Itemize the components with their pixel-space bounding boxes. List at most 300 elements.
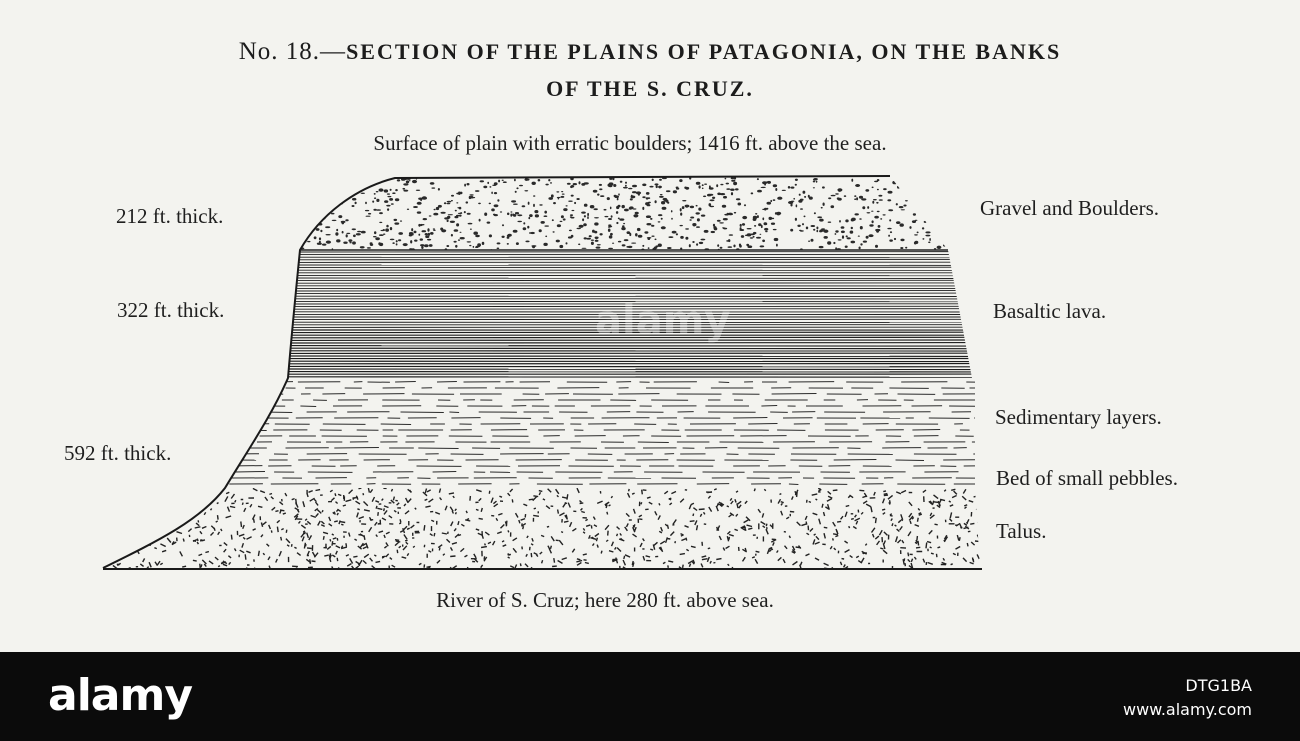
gravel-speck xyxy=(332,203,335,206)
gravel-speck xyxy=(935,177,937,180)
gravel-speck xyxy=(625,182,627,184)
talus-fragment xyxy=(681,539,685,541)
talus-fragment xyxy=(202,527,206,529)
gravel-speck xyxy=(877,189,879,191)
gravel-speck xyxy=(734,212,736,214)
talus-fragment xyxy=(218,515,219,520)
gravel-speck xyxy=(570,216,572,218)
gravel-speck xyxy=(341,181,344,183)
gravel-speck xyxy=(586,238,591,240)
talus-fragment xyxy=(403,546,407,550)
talus-fragment xyxy=(231,494,234,499)
gravel-speck xyxy=(741,235,744,238)
gravel-speck xyxy=(464,211,466,213)
gravel-speck xyxy=(587,216,589,219)
gravel-speck xyxy=(379,188,384,191)
gravel-speck xyxy=(538,179,541,181)
talus-fragment xyxy=(965,507,967,509)
talus-fragment xyxy=(269,525,271,529)
talus-fragment xyxy=(745,501,747,504)
basalt-hatch xyxy=(285,293,975,294)
talus-fragment xyxy=(491,498,493,503)
talus-fragment xyxy=(183,539,184,542)
gravel-speck xyxy=(902,181,904,184)
talus-fragment xyxy=(822,504,823,508)
talus-fragment xyxy=(661,527,663,531)
talus-fragment xyxy=(770,525,772,527)
talus-fragment xyxy=(451,522,453,526)
gravel-speck xyxy=(646,223,651,225)
talus-fragment xyxy=(280,510,284,511)
talus-fragment xyxy=(726,546,730,548)
talus-fragment xyxy=(347,564,351,567)
gravel-speck xyxy=(701,239,706,241)
talus-fragment xyxy=(263,522,267,525)
gravel-speck xyxy=(357,183,362,184)
gravel-speck xyxy=(624,239,629,241)
talus-fragment xyxy=(727,531,730,534)
gravel-speck xyxy=(342,231,344,234)
thickness-label-gravel: 212 ft. thick. xyxy=(116,204,224,228)
gravel-speck xyxy=(312,201,314,203)
talus-fragment xyxy=(797,492,798,497)
talus-fragment xyxy=(204,564,206,567)
talus-fragment xyxy=(498,514,502,515)
talus-fragment xyxy=(311,516,316,518)
talus-fragment xyxy=(485,544,486,546)
gravel-speck xyxy=(931,198,933,200)
talus-fragment xyxy=(376,535,378,537)
talus-fragment xyxy=(735,529,738,530)
talus-fragment xyxy=(152,512,154,516)
gravel-speck xyxy=(828,197,831,199)
gravel-speck xyxy=(454,229,459,232)
gravel-speck xyxy=(747,228,752,229)
talus-fragment xyxy=(974,496,979,497)
gravel-speck xyxy=(570,214,573,216)
gravel-speck xyxy=(423,197,427,199)
talus-fragment xyxy=(930,547,932,548)
gravel-speck xyxy=(571,235,574,238)
talus-fragment xyxy=(314,499,316,502)
gravel-speck xyxy=(837,188,842,191)
gravel-speck xyxy=(764,222,768,225)
sediment-dash xyxy=(231,436,247,437)
talus-fragment xyxy=(816,536,819,539)
gravel-speck xyxy=(318,194,323,195)
gravel-speck xyxy=(750,237,753,238)
gravel-speck xyxy=(507,237,510,239)
talus-fragment xyxy=(132,539,134,540)
talus-fragment xyxy=(577,559,581,560)
gravel-speck xyxy=(579,225,584,228)
gravel-speck xyxy=(434,209,436,211)
gravel-speck xyxy=(782,190,786,191)
talus-fragment xyxy=(841,516,843,519)
talus-fragment xyxy=(597,545,598,548)
talus-fragment xyxy=(346,555,349,556)
gravel-speck xyxy=(476,246,480,248)
sediment-dash xyxy=(638,442,669,443)
gravel-speck xyxy=(875,229,880,231)
talus-fragment xyxy=(668,565,669,567)
talus-fragment xyxy=(580,501,582,503)
gravel-speck xyxy=(352,187,354,189)
gravel-speck xyxy=(457,207,461,208)
gravel-speck xyxy=(722,227,725,228)
talus-fragment xyxy=(744,520,749,523)
gravel-speck xyxy=(622,244,626,246)
talus-fragment xyxy=(748,528,752,529)
talus-fragment xyxy=(781,502,784,503)
talus-fragment xyxy=(707,492,712,493)
gravel-speck xyxy=(412,233,414,236)
talus-fragment xyxy=(641,502,642,504)
gravel-speck xyxy=(433,230,436,231)
talus-fragment xyxy=(813,539,815,544)
gravel-speck xyxy=(413,206,418,208)
talus-fragment xyxy=(460,548,464,551)
gravel-speck xyxy=(915,220,918,221)
talus-fragment xyxy=(908,553,909,557)
talus-fragment xyxy=(104,495,107,499)
talus-fragment xyxy=(105,489,106,492)
talus-fragment xyxy=(930,513,932,516)
gravel-speck xyxy=(489,234,492,237)
talus-fragment xyxy=(926,543,927,549)
gravel-speck xyxy=(742,223,745,226)
talus-fragment xyxy=(558,510,559,514)
gravel-speck xyxy=(835,233,837,235)
gravel-speck xyxy=(298,200,302,202)
gravel-speck xyxy=(923,214,925,216)
gravel-speck xyxy=(310,196,313,197)
gravel-speck xyxy=(447,203,451,205)
gravel-speck xyxy=(917,232,919,234)
talus-fragment xyxy=(931,553,934,554)
layer-label-basalt: Basaltic lava. xyxy=(993,299,1107,323)
talus-fragment xyxy=(901,514,903,520)
gravel-speck xyxy=(374,231,376,234)
gravel-speck xyxy=(773,184,777,187)
talus-fragment xyxy=(179,518,182,519)
talus-fragment xyxy=(296,499,297,505)
gravel-speck xyxy=(522,205,526,207)
gravel-speck xyxy=(441,229,446,232)
talus-fragment xyxy=(175,505,178,507)
talus-fragment xyxy=(283,513,286,514)
gravel-speck xyxy=(771,223,775,225)
talus-fragment xyxy=(883,550,887,554)
talus-fragment xyxy=(160,563,162,564)
talus-fragment xyxy=(357,509,359,510)
gravel-speck xyxy=(939,224,943,227)
talus-fragment xyxy=(702,556,707,557)
talus-fragment xyxy=(665,524,667,526)
gravel-speck xyxy=(610,207,612,210)
alamy-logo: alamy xyxy=(48,670,192,721)
talus-fragment xyxy=(824,527,828,528)
talus-fragment xyxy=(465,555,468,557)
talus-fragment xyxy=(824,563,829,565)
gravel-speck xyxy=(659,179,662,181)
gravel-speck xyxy=(587,213,589,216)
talus-fragment xyxy=(386,543,388,547)
talus-fragment xyxy=(727,506,729,507)
gravel-speck xyxy=(685,228,689,229)
talus-fragment xyxy=(624,556,625,559)
gravel-speck xyxy=(607,197,610,200)
talus-fragment xyxy=(389,516,392,518)
gravel-speck xyxy=(568,201,573,202)
talus-fragment xyxy=(148,515,151,520)
gravel-speck xyxy=(890,231,892,233)
talus-fragment xyxy=(439,548,440,551)
talus-fragment xyxy=(231,535,232,540)
gravel-speck xyxy=(516,187,518,189)
talus-fragment xyxy=(253,488,258,490)
talus-fragment xyxy=(493,501,496,504)
gravel-speck xyxy=(561,191,563,192)
gravel-speck xyxy=(336,239,340,242)
talus-fragment xyxy=(292,544,293,547)
talus-fragment xyxy=(211,532,214,535)
gravel-speck xyxy=(845,246,848,248)
gravel-speck xyxy=(676,233,678,235)
sediment-dash xyxy=(235,472,265,473)
gravel-speck xyxy=(871,211,873,212)
talus-fragment xyxy=(455,509,457,511)
talus-fragment xyxy=(556,489,559,494)
gravel-speck xyxy=(888,235,890,237)
gravel-speck xyxy=(608,226,611,227)
talus-fragment xyxy=(516,513,519,517)
gravel-speck xyxy=(433,228,435,229)
talus-fragment xyxy=(846,506,850,507)
talus-fragment xyxy=(112,523,115,524)
talus-fragment xyxy=(337,513,338,515)
gravel-speck xyxy=(559,245,563,248)
thickness-label-basalt: 322 ft. thick. xyxy=(117,298,225,322)
talus-fragment xyxy=(197,539,198,542)
gravel-speck xyxy=(839,220,841,223)
talus-fragment xyxy=(786,517,789,519)
talus-fragment xyxy=(944,490,946,492)
gravel-speck xyxy=(444,202,446,204)
gravel-speck xyxy=(582,218,584,221)
talus-fragment xyxy=(577,563,581,566)
talus-fragment xyxy=(141,528,143,529)
talus-fragment xyxy=(700,514,701,517)
talus-fragment xyxy=(493,541,495,545)
talus-fragment xyxy=(888,495,893,499)
talus-fragment xyxy=(685,526,689,528)
talus-fragment xyxy=(226,516,232,518)
gravel-speck xyxy=(325,226,330,228)
talus-fragment xyxy=(902,540,904,543)
talus-fragment xyxy=(897,529,900,531)
talus-fragment xyxy=(230,506,235,507)
talus-fragment xyxy=(581,512,585,513)
gravel-speck xyxy=(594,217,599,218)
gravel-speck xyxy=(579,181,581,184)
gravel-speck xyxy=(471,196,474,199)
gravel-speck xyxy=(868,234,873,237)
gravel-speck xyxy=(813,187,815,188)
gravel-speck xyxy=(384,189,388,192)
gravel-speck xyxy=(313,202,318,205)
gravel-speck xyxy=(497,242,501,244)
gravel-speck xyxy=(757,178,759,180)
gravel-speck xyxy=(376,191,379,192)
gravel-speck xyxy=(622,205,625,208)
gravel-speck xyxy=(685,206,688,208)
gravel-speck xyxy=(374,193,376,195)
talus-fragment xyxy=(285,493,287,496)
gravel-speck xyxy=(450,221,455,223)
gravel-speck xyxy=(659,187,661,188)
talus-fragment xyxy=(547,526,549,527)
gravel-speck xyxy=(742,216,747,219)
talus-fragment xyxy=(784,532,786,533)
gravel-speck xyxy=(790,229,793,232)
gravel-speck xyxy=(464,184,466,187)
talus-fragment xyxy=(305,519,307,521)
gravel-speck xyxy=(433,213,438,216)
gravel-speck xyxy=(302,210,306,212)
talus-fragment xyxy=(735,499,736,502)
gravel-speck xyxy=(370,242,373,244)
gravel-speck xyxy=(390,189,392,191)
gravel-speck xyxy=(502,236,505,238)
gravel-speck xyxy=(487,222,491,224)
gravel-speck xyxy=(867,206,869,209)
talus-fragment xyxy=(670,503,672,505)
gravel-speck xyxy=(927,208,931,209)
gravel-speck xyxy=(875,245,878,248)
gravel-speck xyxy=(765,231,768,233)
gravel-speck xyxy=(323,191,327,194)
talus-fragment xyxy=(119,501,123,505)
gravel-speck xyxy=(865,189,869,192)
gravel-speck xyxy=(933,190,935,191)
gravel-speck xyxy=(467,241,471,242)
gravel-speck xyxy=(376,209,381,211)
gravel-speck xyxy=(403,183,408,185)
talus-fragment xyxy=(523,504,527,506)
talus-fragment xyxy=(138,552,139,554)
gravel-speck xyxy=(466,201,469,203)
gravel-speck xyxy=(594,231,597,234)
gravel-speck xyxy=(696,226,700,228)
talus-fragment xyxy=(508,493,510,496)
gravel-speck xyxy=(733,182,737,185)
sediment-dash xyxy=(437,382,457,383)
talus-fragment xyxy=(806,522,807,525)
gravel-speck xyxy=(845,219,848,222)
gravel-speck xyxy=(851,241,856,244)
talus-fragment xyxy=(729,535,734,536)
talus-fragment xyxy=(399,546,401,548)
gravel-speck xyxy=(658,214,662,216)
talus-fragment xyxy=(666,537,668,542)
gravel-speck xyxy=(740,227,742,230)
gravel-speck xyxy=(358,184,362,187)
gravel-speck xyxy=(777,213,780,215)
gravel-speck xyxy=(696,182,701,185)
gravel-speck xyxy=(304,191,306,192)
gravel-speck xyxy=(655,245,658,247)
gravel-speck xyxy=(841,226,845,229)
talus-fragment xyxy=(763,526,765,528)
talus-fragment xyxy=(689,564,690,567)
talus-fragment xyxy=(919,514,922,515)
gravel-speck xyxy=(323,191,328,192)
talus-fragment xyxy=(650,549,653,550)
gravel-speck xyxy=(735,188,739,190)
gravel-speck xyxy=(925,235,930,237)
talus-fragment xyxy=(122,493,125,494)
talus-fragment xyxy=(355,539,357,540)
talus-fragment xyxy=(276,559,278,563)
talus-fragment xyxy=(165,514,168,516)
gravel-speck xyxy=(680,208,682,211)
talus-fragment xyxy=(605,525,609,530)
gravel-speck xyxy=(308,179,313,182)
talus-fragment xyxy=(499,496,502,497)
gravel-speck xyxy=(548,197,553,200)
talus-fragment xyxy=(755,559,758,563)
gravel-speck xyxy=(655,200,657,203)
gravel-speck xyxy=(319,237,321,240)
talus-fragment xyxy=(731,501,733,504)
talus-fragment xyxy=(321,525,325,527)
talus-fragment xyxy=(201,564,202,567)
gravel-speck xyxy=(854,198,856,200)
talus-fragment xyxy=(919,513,922,514)
gravel-speck xyxy=(738,203,742,206)
talus-fragment xyxy=(434,533,435,536)
gravel-speck xyxy=(635,212,639,215)
gravel-speck xyxy=(823,230,828,233)
gravel-speck xyxy=(319,241,321,244)
talus-fragment xyxy=(151,509,153,512)
gravel-speck xyxy=(717,193,721,196)
gravel-speck xyxy=(877,211,880,212)
talus-fragment xyxy=(167,518,170,522)
gravel-speck xyxy=(925,195,930,198)
sediment-dash xyxy=(401,412,444,413)
gravel-speck xyxy=(767,181,771,184)
gravel-speck xyxy=(479,219,481,222)
gravel-speck xyxy=(470,194,474,195)
gravel-speck xyxy=(525,179,530,181)
talus-fragment xyxy=(617,527,620,530)
gravel-speck xyxy=(511,200,516,202)
gravel-speck xyxy=(788,186,790,189)
talus-fragment xyxy=(670,532,674,536)
talus-fragment xyxy=(124,529,125,532)
talus-fragment xyxy=(713,563,715,564)
talus-fragment xyxy=(242,503,243,505)
talus-fragment xyxy=(883,513,885,515)
gravel-speck xyxy=(367,247,371,249)
talus-fragment xyxy=(428,551,431,553)
talus-fragment xyxy=(736,491,738,492)
talus-fragment xyxy=(873,534,874,537)
gravel-speck xyxy=(838,239,842,240)
talus-fragment xyxy=(235,548,236,551)
